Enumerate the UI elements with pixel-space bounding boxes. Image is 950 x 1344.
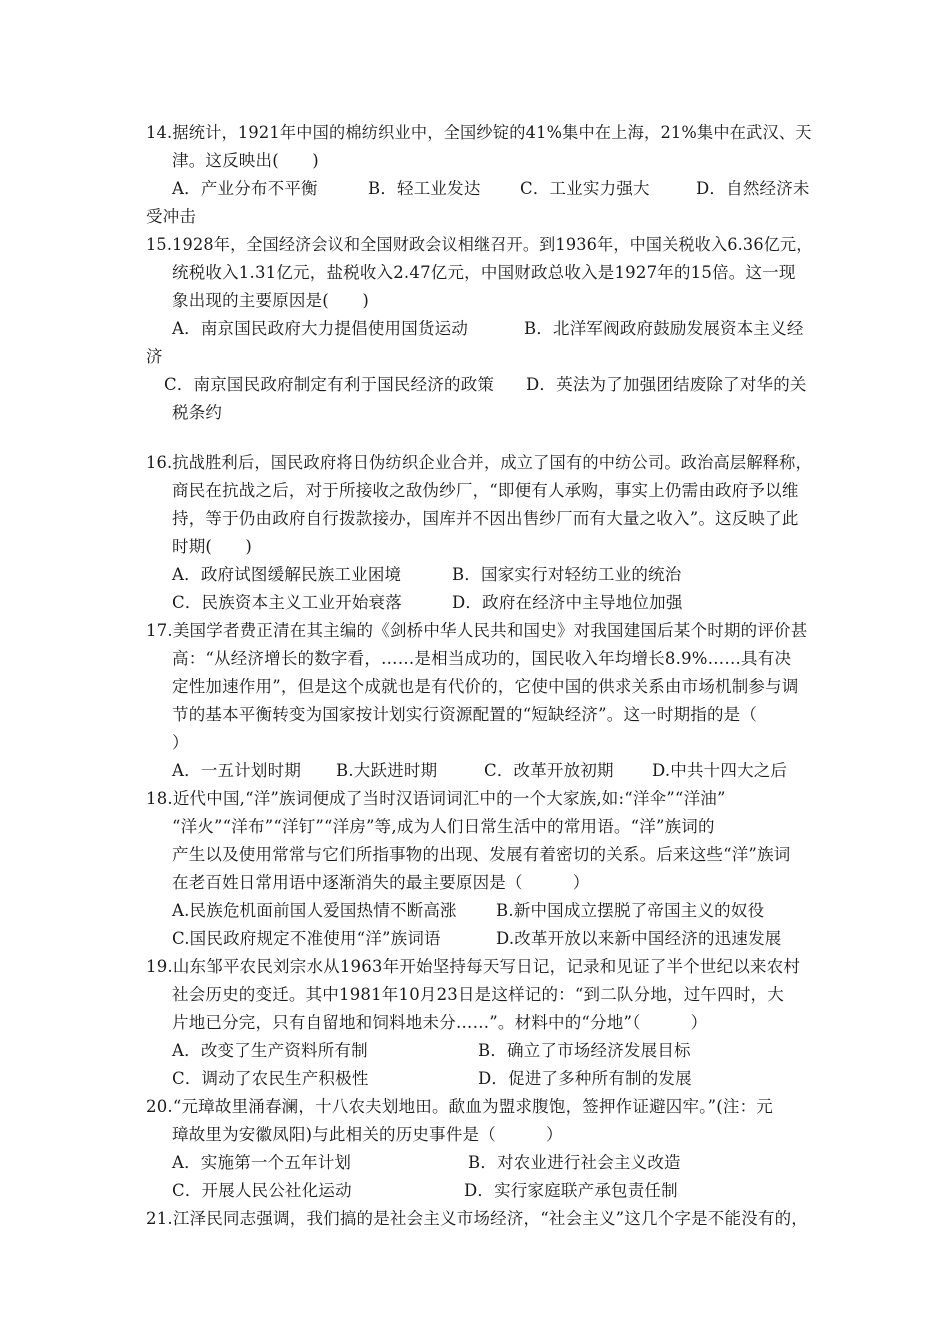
question-stem-line: 20.“元璋故里涌春澜，十八农夫划地田。歃血为盟求腹饱，签押作证避囚牢。”(注：元 [146, 1097, 773, 1116]
question-stem-line: 节的基本平衡转变为国家按计划实行资源配置的“短缺经济”。这一时期指的是（ [172, 705, 758, 724]
option-d-continued: 受冲击 [146, 207, 197, 226]
option-d: D．英法为了加强团结废除了对华的关 [526, 375, 807, 394]
option-d: D.改革开放以来新中国经济的迅速发展 [496, 929, 782, 948]
option-d-continued: 税条约 [172, 403, 223, 422]
question-stem-line: ） [172, 733, 189, 752]
question-stem-line: 统税收入1.31亿元，盐税收入2.47亿元，中国财政总收入是1927年的15倍。这一现 [172, 263, 796, 282]
option-b: B．对农业进行社会主义改造 [468, 1153, 681, 1172]
question-stem-line: 璋故里为安徽凤阳)与此相关的历史事件是（ ） [172, 1125, 563, 1144]
option-a: A．产业分布不平衡 [172, 179, 318, 198]
question-stem-line: 高：“从经济增长的数字看，……是相当成功的，国民收入年均增长8.9%……具有决 [172, 649, 792, 668]
option-c: C．改革开放初期 [484, 761, 614, 780]
question-stem-line: 19.山东邹平农民刘宗水从1963年开始坚持每天写日记，记录和见证了半个世纪以来农村 [146, 957, 801, 976]
question-stem-line: 16.抗战胜利后，国民政府将日伪纺织企业合并，成立了国有的中纺公司。政治高层解释称， [146, 453, 812, 472]
question-stem-line: 津。这反映出( ) [172, 151, 319, 170]
option-d: D．自然经济未 [696, 179, 810, 198]
option-d: D．政府在经济中主导地位加强 [452, 593, 683, 612]
question-stem-line: 片地已分完，只有自留地和饲料地未分……”。材料中的“分地”（ ） [172, 1013, 708, 1032]
option-d: D．促进了多种所有制的发展 [478, 1069, 692, 1088]
option-a: A．一五计划时期 [172, 761, 302, 780]
option-b: B.新中国成立摆脱了帝国主义的奴役 [496, 901, 765, 920]
question-stem-line: 15.1928年，全国经济会议和全国财政会议相继召开。到1936年，中国关税收入6.36亿元， [146, 235, 813, 254]
option-c: C．调动了农民生产积极性 [172, 1069, 369, 1088]
question-stem-line: 18.近代中国,“洋”族词便成了当时汉语词词汇中的一个大家族,如:“洋伞”“洋油” [146, 789, 726, 808]
question-stem-line: 定性加速作用”，但是这个成就也是有代价的，它使中国的供求关系由市场机制参与调 [172, 677, 799, 696]
option-d: D.中共十四大之后 [652, 761, 788, 780]
question-stem-line: 社会历史的变迁。其中1981年10月23日是这样记的：“到二队分地，过午四时，大 [172, 985, 784, 1004]
question-stem-line: 产生以及使用常常与它们所指事物的出现、发展有着密切的关系。后来这些“洋”族词 [172, 845, 791, 864]
question-stem-line: 17.美国学者费正清在其主编的《剑桥中华人民共和国史》对我国建国后某个时期的评价甚 [146, 621, 808, 640]
option-b: B．北洋军阀政府鼓励发展资本主义经 [524, 319, 804, 338]
option-a: A．实施第一个五年计划 [172, 1153, 352, 1172]
question-stem-line: 在老百姓日常用语中逐渐消失的最主要原因是（ ） [172, 873, 590, 892]
option-a: A.民族危机面前国人爱国热情不断高涨 [172, 901, 457, 920]
question-stem-line: 象出现的主要原因是( ) [172, 291, 369, 310]
option-c: C．南京国民政府制定有利于国民经济的政策 [164, 375, 495, 394]
question-stem-line: 持，等于仍由政府自行拨款接办，国库并不因出售纱厂而有大量之收入”。这反映了此 [172, 509, 799, 528]
question-stem-line: 商民在抗战之后，对于所接收之敌伪纱厂，“即便有人承购，事实上仍需由政府予以维 [172, 481, 799, 500]
option-b: B.大跃进时期 [336, 761, 438, 780]
question-stem-line: “洋火”“洋布”“洋钉”“洋房”等,成为人们日常生活中的常用语。“洋”族词的 [172, 817, 715, 836]
question-stem-line: 时期( ) [172, 537, 253, 556]
option-c: C．工业实力强大 [520, 179, 650, 198]
option-c: C.国民政府规定不准使用“洋”族词语 [172, 929, 441, 948]
option-c: C．开展人民公社化运动 [172, 1181, 352, 1200]
option-a: A．南京国民政府大力提倡使用国货运动 [172, 319, 469, 338]
option-b: B．国家实行对轻纺工业的统治 [452, 565, 682, 584]
option-a: A．政府试图缓解民族工业困境 [172, 565, 402, 584]
option-b: B．确立了市场经济发展目标 [478, 1041, 691, 1060]
option-d: D．实行家庭联产承包责任制 [464, 1181, 678, 1200]
option-b: B．轻工业发达 [368, 179, 481, 198]
question-stem-line: 14.据统计，1921年中国的棉纺织业中，全国纱锭的41%集中在上海，21%集中在武汉、天 [146, 123, 812, 142]
option-a: A．改变了生产资料所有制 [172, 1041, 368, 1060]
question-stem-line: 21.江泽民同志强调，我们搞的是社会主义市场经济，“社会主义”这几个字是不能没有的， [146, 1209, 809, 1228]
option-c: C．民族资本主义工业开始衰落 [172, 593, 402, 612]
option-b-continued: 济 [146, 347, 163, 366]
